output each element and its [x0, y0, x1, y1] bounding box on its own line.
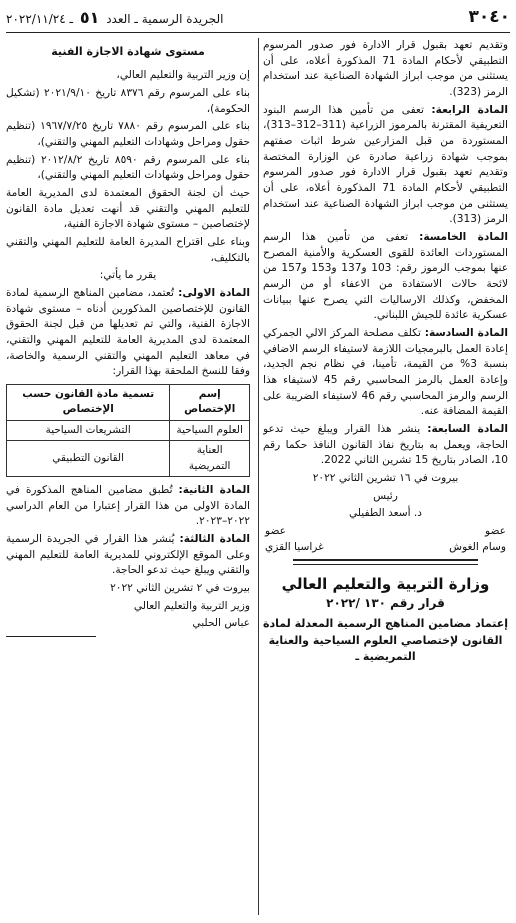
member-2-title: عضو — [265, 525, 286, 538]
page-header — [6, 4, 510, 33]
member-titles — [263, 524, 508, 540]
article-3 — [6, 532, 250, 579]
table-row — [7, 441, 250, 477]
article-3-label: المادة الثالثة: — [179, 533, 250, 545]
gazette-prefix: الجريدة الرسمية ـ العدد — [106, 12, 224, 27]
signer-title: وزير التربية والتعليم العالي — [133, 599, 250, 612]
legal-basis-4: حيث أن لجنة الحقوق المعتمدة لدى المديرية العامة للتعليم المهني والتقني قد أنهت تعديل مادة القانون لإختصاصين – مستوى شهادة الاجازة الفنية، — [6, 186, 250, 231]
table-row — [7, 420, 250, 440]
column-divider — [258, 38, 259, 915]
article-2-label: المادة الثانية: — [178, 483, 250, 496]
gazette-title — [6, 6, 224, 30]
legal-basis-5: وبناء على اقتراح المديرة العامة للتعليم المهني والتقني بالتكليف، — [6, 235, 250, 264]
table-cell: العناية التمريضية — [170, 441, 250, 477]
legal-basis-1: بناء على المرسوم رقم ٨٣٧٦ تاريخ ٢٠٢١/٩/١٠ (تشكيل الحكومة)، — [6, 86, 250, 115]
continued-paragraph: وتقديم تعهد بقبول قرار الادارة فور صدور المرسوم التطبيقي لأحكام المادة 71 المذكورة أعلاه، على أن يستثنى من موجب ابراز الشهادة الصناعية عند استخدام الرمز (323). — [263, 39, 508, 99]
place-date: بيروت في ١٦ تشرين الثاني ٢٠٢٢ — [312, 472, 459, 485]
gazette-date: ـ ٢٠٢٢/١١/٢٤ — [6, 12, 73, 27]
page-number: ٣٠٤٠ — [468, 7, 510, 28]
ministry-heading: وزارة التربية والتعليم العالي — [281, 574, 490, 593]
article-5-text: تعفى من تأمين هذا الرسم المستوردات العائدة للقوى العسكرية والأمنية المصرح عنها بموجب الرموز رقم: 103 و137 و153 و157 من لائحة حالات الاستفادة من الاعفاء أو من الرسم المخفض، وكذلك الارساليات التي يصرح عنها ببيانات عسكرية عائدة للجيش اللبناني. — [263, 231, 508, 322]
table-cell: العلوم السياحية — [170, 420, 250, 440]
signer-name: عباس الحلبي — [192, 617, 250, 630]
table-cell: التشريعات السياحية — [7, 420, 170, 440]
left-column — [6, 38, 250, 915]
article-1-label: المادة الاولى: — [178, 287, 250, 299]
article-4-text: تعفى من تأمين هذا الرسم البنود التعريفية المقترنة بالمرموز الزراعية (311–312–313)، المستوردة من قبل المزارعين شرط اثبات صفتهم بموجب شهادة زراعية صادرة عن الوزارة المختصة وتقديم تعهد بقبول قرار الادارة فور صدور المرسوم التطبيقي لأحكام المادة 71 المذكورة أعلاه، على أن يستثنى من موجب ابراز الشهادة الصناعية عند استخدام الرمز (313). — [263, 103, 508, 226]
article-2 — [6, 483, 250, 530]
end-rule — [6, 636, 96, 637]
article-3-text: يُنشر هذا القرار في الجريدة الرسمية وعلى الموقع الإلكتروني للمديرية العامة للتعليم المهني والتقني ويبلغ حيث تدعو الحاجة. — [6, 533, 250, 577]
legal-basis-2: بناء على المرسوم رقم ٧٨٨٠ تاريخ ١٩٦٧/٧/٢٥ (تنظيم حقول ومراحل وشهادات التعليم المهني والتقني)، — [6, 120, 250, 148]
decides-line: يقرر ما يأتي: — [99, 269, 157, 282]
member-1-title: عضو — [485, 525, 506, 538]
legal-basis-3: بناء على المرسوم رقم ٨٥٩٠ تاريخ ٢٠١٢/٨/٢ (تنظيم حقول ومراحل وشهادات التعليم المهني والتقني)، — [6, 153, 250, 182]
article-5 — [263, 230, 508, 324]
article-6-label: المادة السادسة: — [424, 327, 508, 340]
member-names — [263, 540, 508, 556]
place-date: بيروت في ٢ تشرين الثاني ٢٠٢٢ — [110, 582, 250, 595]
article-6-text: تكلف مصلحة المركز الالي الجمركي إعادة العمل بالبرمجيات اللازمة لاستيفاء الرسم الاضافي بنسبة 3% من القيمة، تأمينا، في نظام نجم الجديد، وإعادة العمل بالرمز المحاسبي رقم 45 لاستيفاء هذا الرسم والرمز المحاسبي رقم 46 لاستيفاء الضريبة على القيمة المضافة عنه. — [263, 327, 508, 418]
issue-number: ٥١ — [79, 8, 100, 28]
table-header-law-subject: تسمية مادة القانون حسب الإختصاص — [7, 385, 170, 421]
table-cell: القانون التطبيقي — [7, 441, 170, 477]
article-4-label: المادة الرابعة: — [431, 103, 508, 116]
member-1-name: وسام الغوش — [449, 540, 506, 553]
table-header-specialty: إسم الإختصاص — [170, 385, 250, 421]
member-2-name: غراسيا القزي — [265, 540, 324, 553]
section-title: مستوى شهادة الاجازة الفنية — [51, 45, 205, 58]
article-2-text: تُطبق مضامين المناهج المذكورة في المادة الاولى من هذا القرار إعتبارا من العام الدراسي ٢٠٢٢–٢٠٢٣. — [6, 483, 250, 528]
article-7-label: المادة السابعة: — [427, 423, 508, 436]
article-4 — [263, 103, 508, 228]
article-6 — [263, 326, 508, 420]
article-7-text: ينشر هذا القرار ويبلغ حيث تدعو الحاجة، ويعمل به بتاريخ نفاذ القانون النافذ حكما رقم 10، الصادر بتاريخ 15 تشرين الثاني 2022. — [263, 423, 508, 467]
minister-intro: إن وزير التربية والتعليم العالي، — [116, 69, 250, 82]
decree-number: قرار رقم ١٣٠ /٢٠٢٢ — [326, 595, 445, 610]
article-5-label: المادة الخامسة: — [419, 231, 508, 244]
specialties-table — [6, 384, 250, 477]
article-7 — [263, 422, 508, 469]
president-title: رئيس — [373, 489, 398, 502]
section-rule — [293, 559, 478, 565]
right-column — [263, 38, 508, 915]
article-1 — [6, 286, 250, 380]
decree-subject: إعتماد مضامين المناهج الرسمية المعدلة لمادة القانون لإختصاصي العلوم السياحية والعناية التمريضية ـ — [263, 617, 508, 663]
president-name: د. أسعد الطفيلي — [348, 507, 423, 520]
article-1-text: تُعتمد، مضامين المناهج الرسمية لمادة القانون للإختصاصين المذكورين أدناه – مستوى شهادة الاجازة الفنية، والتي تم تعديلها من قبل لجنة الحقوق المعتمدة لدى المديرية العامة للتعليم المهني والتقني، في معاهد التعليم المهني والتقني الرسمية والخاصة، وفقا للنسخ الملحقة بهذا القرار: — [6, 287, 250, 378]
table-header-row — [7, 385, 250, 421]
